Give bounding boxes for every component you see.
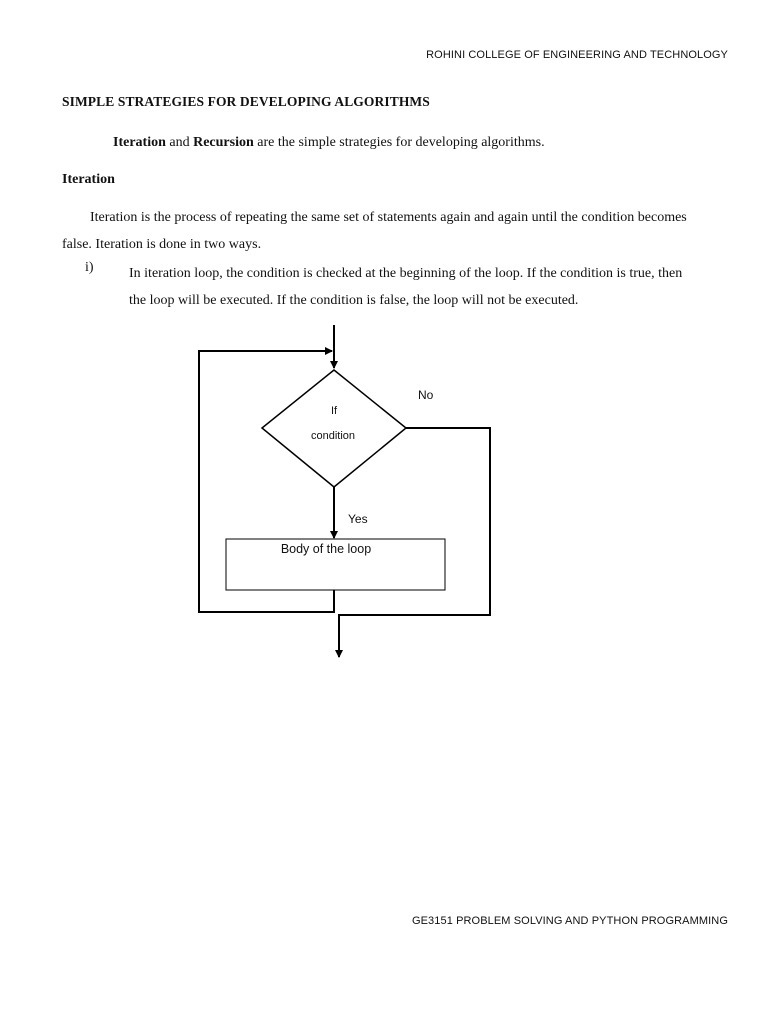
intro-term-iteration: Iteration <box>113 135 166 150</box>
page-header: ROHINI COLLEGE OF ENGINEERING AND TECHNOLOGY <box>426 49 728 61</box>
list-item-text: In iteration loop, the condition is checked at the beginning of the loop. If the condition is true, then the loop will be executed. If the condition is false, the loop will not be executed. <box>129 266 683 308</box>
intro-term-recursion: Recursion <box>193 135 254 150</box>
intro-conjunction: and <box>169 135 190 150</box>
process-label: Body of the loop <box>280 542 372 556</box>
section-heading-iteration: Iteration <box>62 172 115 187</box>
decision-label-line2: condition <box>310 430 356 442</box>
list-item-marker: i) <box>85 260 94 275</box>
loop-back-line <box>199 351 334 612</box>
decision-label-line1: If <box>330 405 338 417</box>
intro-rest: are the simple strategies for developing algorithms. <box>257 135 545 150</box>
decision-diamond <box>262 370 406 487</box>
yes-label: Yes <box>348 512 368 526</box>
no-label: No <box>418 388 434 402</box>
page-title: SIMPLE STRATEGIES FOR DEVELOPING ALGORITHMS <box>62 94 430 109</box>
page-footer: GE3151 PROBLEM SOLVING AND PYTHON PROGRAMMING <box>411 915 728 927</box>
iteration-paragraph: Iteration is the process of repeating the same set of statements again and again until the condition becomes false. Iteration is done in two ways. <box>62 210 687 252</box>
